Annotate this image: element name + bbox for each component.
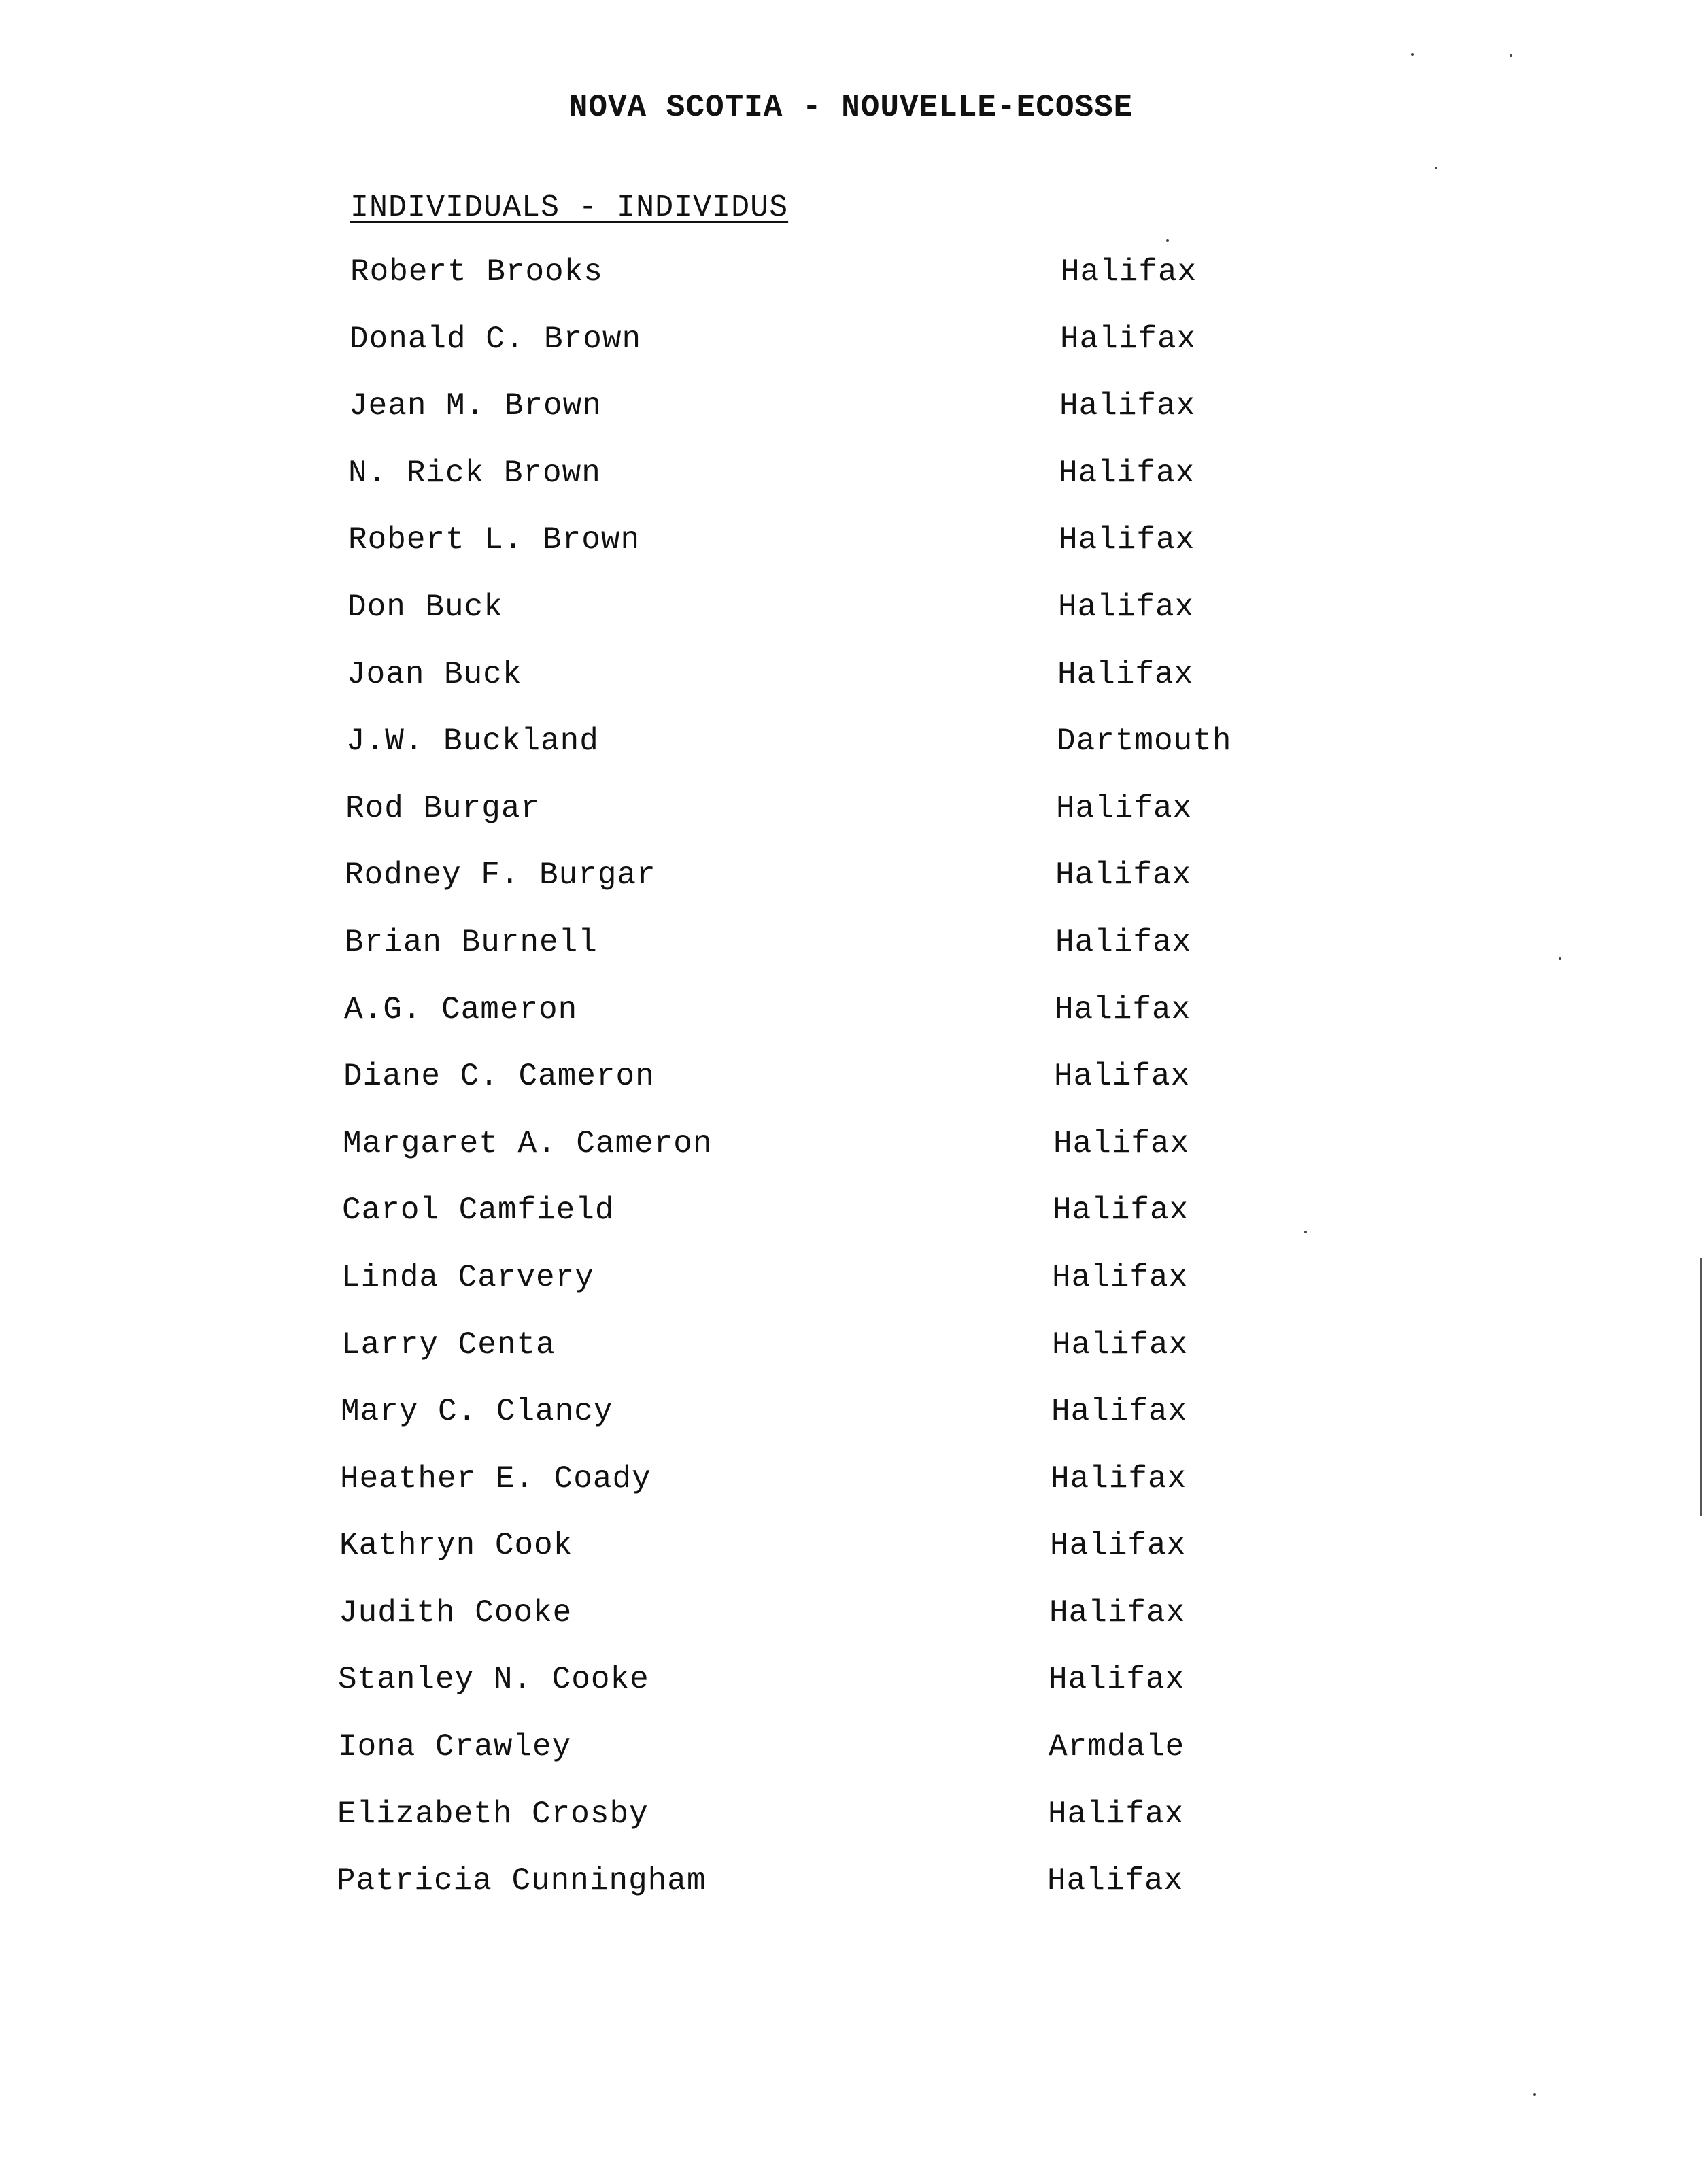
- list-item: [0, 857, 1702, 925]
- list-item: [0, 1126, 1702, 1193]
- scan-speck: [1510, 54, 1512, 57]
- individual-city: Halifax: [1055, 857, 1192, 893]
- list-item: [0, 322, 1702, 389]
- individual-name: Rodney F. Burgar: [345, 857, 656, 893]
- list-item: [0, 456, 1702, 523]
- list-item: [0, 1327, 1702, 1395]
- individual-name: Patricia Cunningham: [337, 1863, 707, 1899]
- individual-city: Halifax: [1057, 656, 1194, 692]
- scan-speck: [1435, 167, 1437, 169]
- individual-city: Halifax: [1052, 1327, 1189, 1363]
- individual-name: Margaret A. Cameron: [343, 1125, 713, 1161]
- individual-city: Halifax: [1056, 790, 1193, 826]
- individual-city: Halifax: [1053, 1193, 1189, 1229]
- scan-speck: [1411, 53, 1414, 56]
- scan-speck: [1304, 1231, 1307, 1233]
- individual-name: Judith Cooke: [339, 1594, 573, 1631]
- individual-name: Brian Burnell: [345, 924, 598, 960]
- list-item: [0, 1059, 1702, 1126]
- individual-name: Stanley N. Cooke: [338, 1662, 649, 1698]
- individual-name: Larry Centa: [341, 1327, 556, 1363]
- individual-city: Halifax: [1059, 388, 1196, 424]
- list-item: [0, 1528, 1702, 1595]
- individual-city: Halifax: [1061, 254, 1197, 290]
- individual-city: Halifax: [1060, 321, 1197, 357]
- individual-city: Halifax: [1051, 1394, 1188, 1430]
- list-item: [0, 1662, 1702, 1729]
- scan-speck: [1559, 957, 1561, 960]
- individual-city: Halifax: [1055, 924, 1192, 960]
- individual-name: J.W. Buckland: [346, 723, 599, 760]
- section-heading: INDIVIDUALS - INDIVIDUS: [350, 190, 789, 225]
- list-item: [0, 1729, 1702, 1796]
- individual-city: Halifax: [1053, 1125, 1190, 1161]
- individual-city: Halifax: [1052, 1259, 1189, 1295]
- list-item: [0, 1595, 1702, 1662]
- list-item: [0, 925, 1702, 992]
- list-item: [0, 388, 1702, 456]
- individual-city: Dartmouth: [1057, 723, 1232, 760]
- individual-name: Linda Carvery: [341, 1259, 594, 1295]
- list-item: [0, 657, 1702, 724]
- list-item: [0, 1863, 1702, 1930]
- individual-name: A.G. Cameron: [344, 991, 578, 1027]
- individual-name: Robert Brooks: [350, 254, 603, 290]
- individual-city: Halifax: [1050, 1528, 1187, 1564]
- individuals-list: [0, 254, 1702, 1930]
- individual-city: Halifax: [1049, 1662, 1185, 1698]
- individual-city: Halifax: [1059, 455, 1195, 491]
- list-item: [0, 1796, 1702, 1864]
- individual-city: Halifax: [1047, 1863, 1184, 1899]
- scan-speck: [1166, 239, 1169, 242]
- individual-name: Heather E. Coady: [340, 1461, 651, 1497]
- individual-name: Don Buck: [347, 589, 503, 625]
- scan-speck: [1533, 2093, 1536, 2096]
- individual-name: Carol Camfield: [342, 1193, 615, 1229]
- list-item: [0, 791, 1702, 858]
- individual-name: Joan Buck: [347, 656, 522, 692]
- list-item: [0, 723, 1702, 791]
- individual-city: Halifax: [1051, 1461, 1187, 1497]
- individual-city: Halifax: [1048, 1796, 1185, 1832]
- list-item: [0, 1461, 1702, 1529]
- individual-name: N. Rick Brown: [348, 455, 601, 491]
- list-item: [0, 1193, 1702, 1260]
- list-item: [0, 992, 1702, 1059]
- list-item: [0, 1260, 1702, 1327]
- individual-name: Kathryn Cook: [339, 1528, 573, 1564]
- individual-name: Mary C. Clancy: [341, 1394, 613, 1430]
- individual-name: Rod Burgar: [345, 790, 541, 826]
- individual-city: Halifax: [1058, 589, 1195, 625]
- individual-name: Iona Crawley: [338, 1729, 572, 1765]
- list-item: [0, 590, 1702, 657]
- individual-city: Armdale: [1049, 1729, 1185, 1765]
- individual-city: Halifax: [1055, 991, 1191, 1027]
- individual-name: Robert L. Brown: [348, 522, 641, 558]
- individual-name: Elizabeth Crosby: [337, 1796, 649, 1832]
- individual-city: Halifax: [1059, 522, 1195, 558]
- list-item: [0, 254, 1702, 322]
- list-item: [0, 522, 1702, 590]
- individual-name: Donald C. Brown: [350, 321, 642, 357]
- page-title: NOVA SCOTIA - NOUVELLE-ECOSSE: [568, 90, 1134, 125]
- list-item: [0, 1394, 1702, 1461]
- individual-name: Diane C. Cameron: [343, 1059, 655, 1095]
- individual-city: Halifax: [1054, 1059, 1191, 1095]
- individual-name: Jean M. Brown: [349, 388, 602, 424]
- individual-city: Halifax: [1049, 1594, 1186, 1631]
